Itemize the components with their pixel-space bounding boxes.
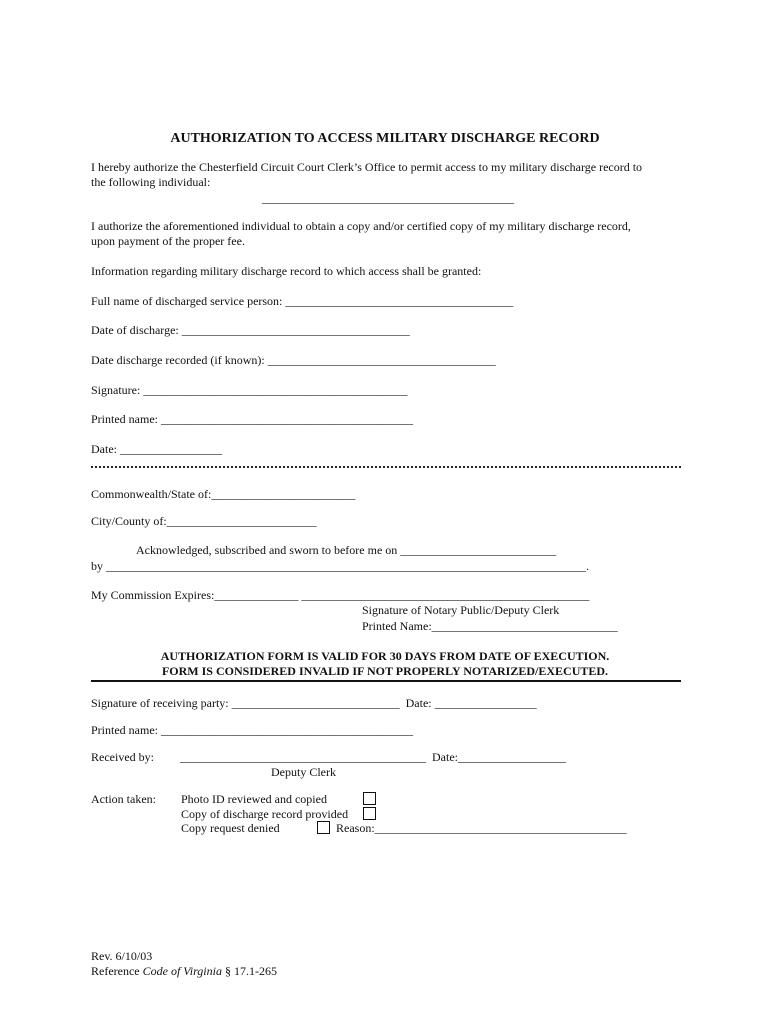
action-taken-label: Action taken:	[91, 792, 156, 806]
validity-notice-line1: AUTHORIZATION FORM IS VALID FOR 30 DAYS FROM DATE OF EXECUTION.	[160, 649, 610, 663]
received-by-label: Received by:	[91, 750, 154, 764]
form-title: AUTHORIZATION TO ACCESS MILITARY DISCHARGE RECORD	[170, 131, 600, 146]
commission-expires-field[interactable]: My Commission Expires:______________ ________________________________________________	[91, 588, 590, 602]
action-copy-provided-label: Copy of discharge record provided	[181, 807, 349, 821]
code-of-virginia: Code of Virginia	[142, 964, 222, 978]
info-heading: Information regarding military discharge record to which access shall be granted:	[91, 264, 482, 278]
date-field[interactable]: Date: _________________	[91, 442, 222, 456]
by-field[interactable]: by ________________________________________________________________________________.	[91, 559, 589, 573]
date-of-discharge-field[interactable]: Date of discharge: ______________________________________	[91, 323, 410, 337]
printed-name-field[interactable]: Printed name: __________________________________________	[91, 412, 413, 426]
request-denied-checkbox[interactable]	[317, 821, 330, 834]
reason-field[interactable]: Reason:__________________________________________	[336, 821, 627, 835]
copy-authorization-line1: I authorize the aforementioned individual to obtain a copy and/or certified copy of my military discharge record,	[91, 219, 631, 233]
section-divider	[91, 680, 681, 682]
authorization-text-line1: I hereby authorize the Chesterfield Circuit Court Clerk’s Office to permit access to my military discharge record to	[91, 160, 643, 174]
acknowledged-field[interactable]: Acknowledged, subscribed and sworn to before me on __________________________	[136, 543, 557, 557]
receiving-signature-field[interactable]: Signature of receiving party: ____________________________ Date: _________________	[91, 696, 537, 710]
action-request-denied-label: Copy request denied	[181, 821, 280, 835]
county-field[interactable]: City/County of:_________________________	[91, 514, 317, 528]
authorization-text-line2: the following individual:	[91, 175, 211, 189]
validity-notice-line2: FORM IS CONSIDERED INVALID IF NOT PROPERLY NOTARIZED/EXECUTED.	[161, 664, 609, 678]
reference-section: § 17.1-265	[221, 964, 277, 978]
code-reference	[91, 964, 277, 979]
received-by-field[interactable]: _________________________________________ Date:__________________	[180, 750, 566, 764]
photo-id-checkbox[interactable]	[363, 792, 376, 805]
revision-date: Rev. 6/10/03	[91, 949, 153, 963]
dotted-separator	[91, 466, 681, 468]
copy-authorization-line2: upon payment of the proper fee.	[91, 234, 245, 248]
signature-field[interactable]: Signature: ____________________________________________	[91, 383, 408, 397]
state-field[interactable]: Commonwealth/State of:________________________	[91, 487, 356, 501]
deputy-clerk-label: Deputy Clerk	[271, 765, 336, 779]
date-recorded-field[interactable]: Date discharge recorded (if known): ______________________________________	[91, 353, 496, 367]
action-photo-id-label: Photo ID reviewed and copied	[181, 792, 327, 806]
individual-name-blank[interactable]: __________________________________________	[262, 191, 514, 205]
notary-signature-label: Signature of Notary Public/Deputy Clerk	[362, 603, 560, 617]
reference-prefix: Reference	[91, 964, 143, 978]
copy-provided-checkbox[interactable]	[363, 807, 376, 820]
notary-printed-name-field[interactable]: Printed Name:_______________________________	[362, 619, 618, 633]
full-name-field[interactable]: Full name of discharged service person: ______________________________________	[91, 294, 514, 308]
receiving-printed-name-field[interactable]: Printed name: __________________________________________	[91, 723, 413, 737]
